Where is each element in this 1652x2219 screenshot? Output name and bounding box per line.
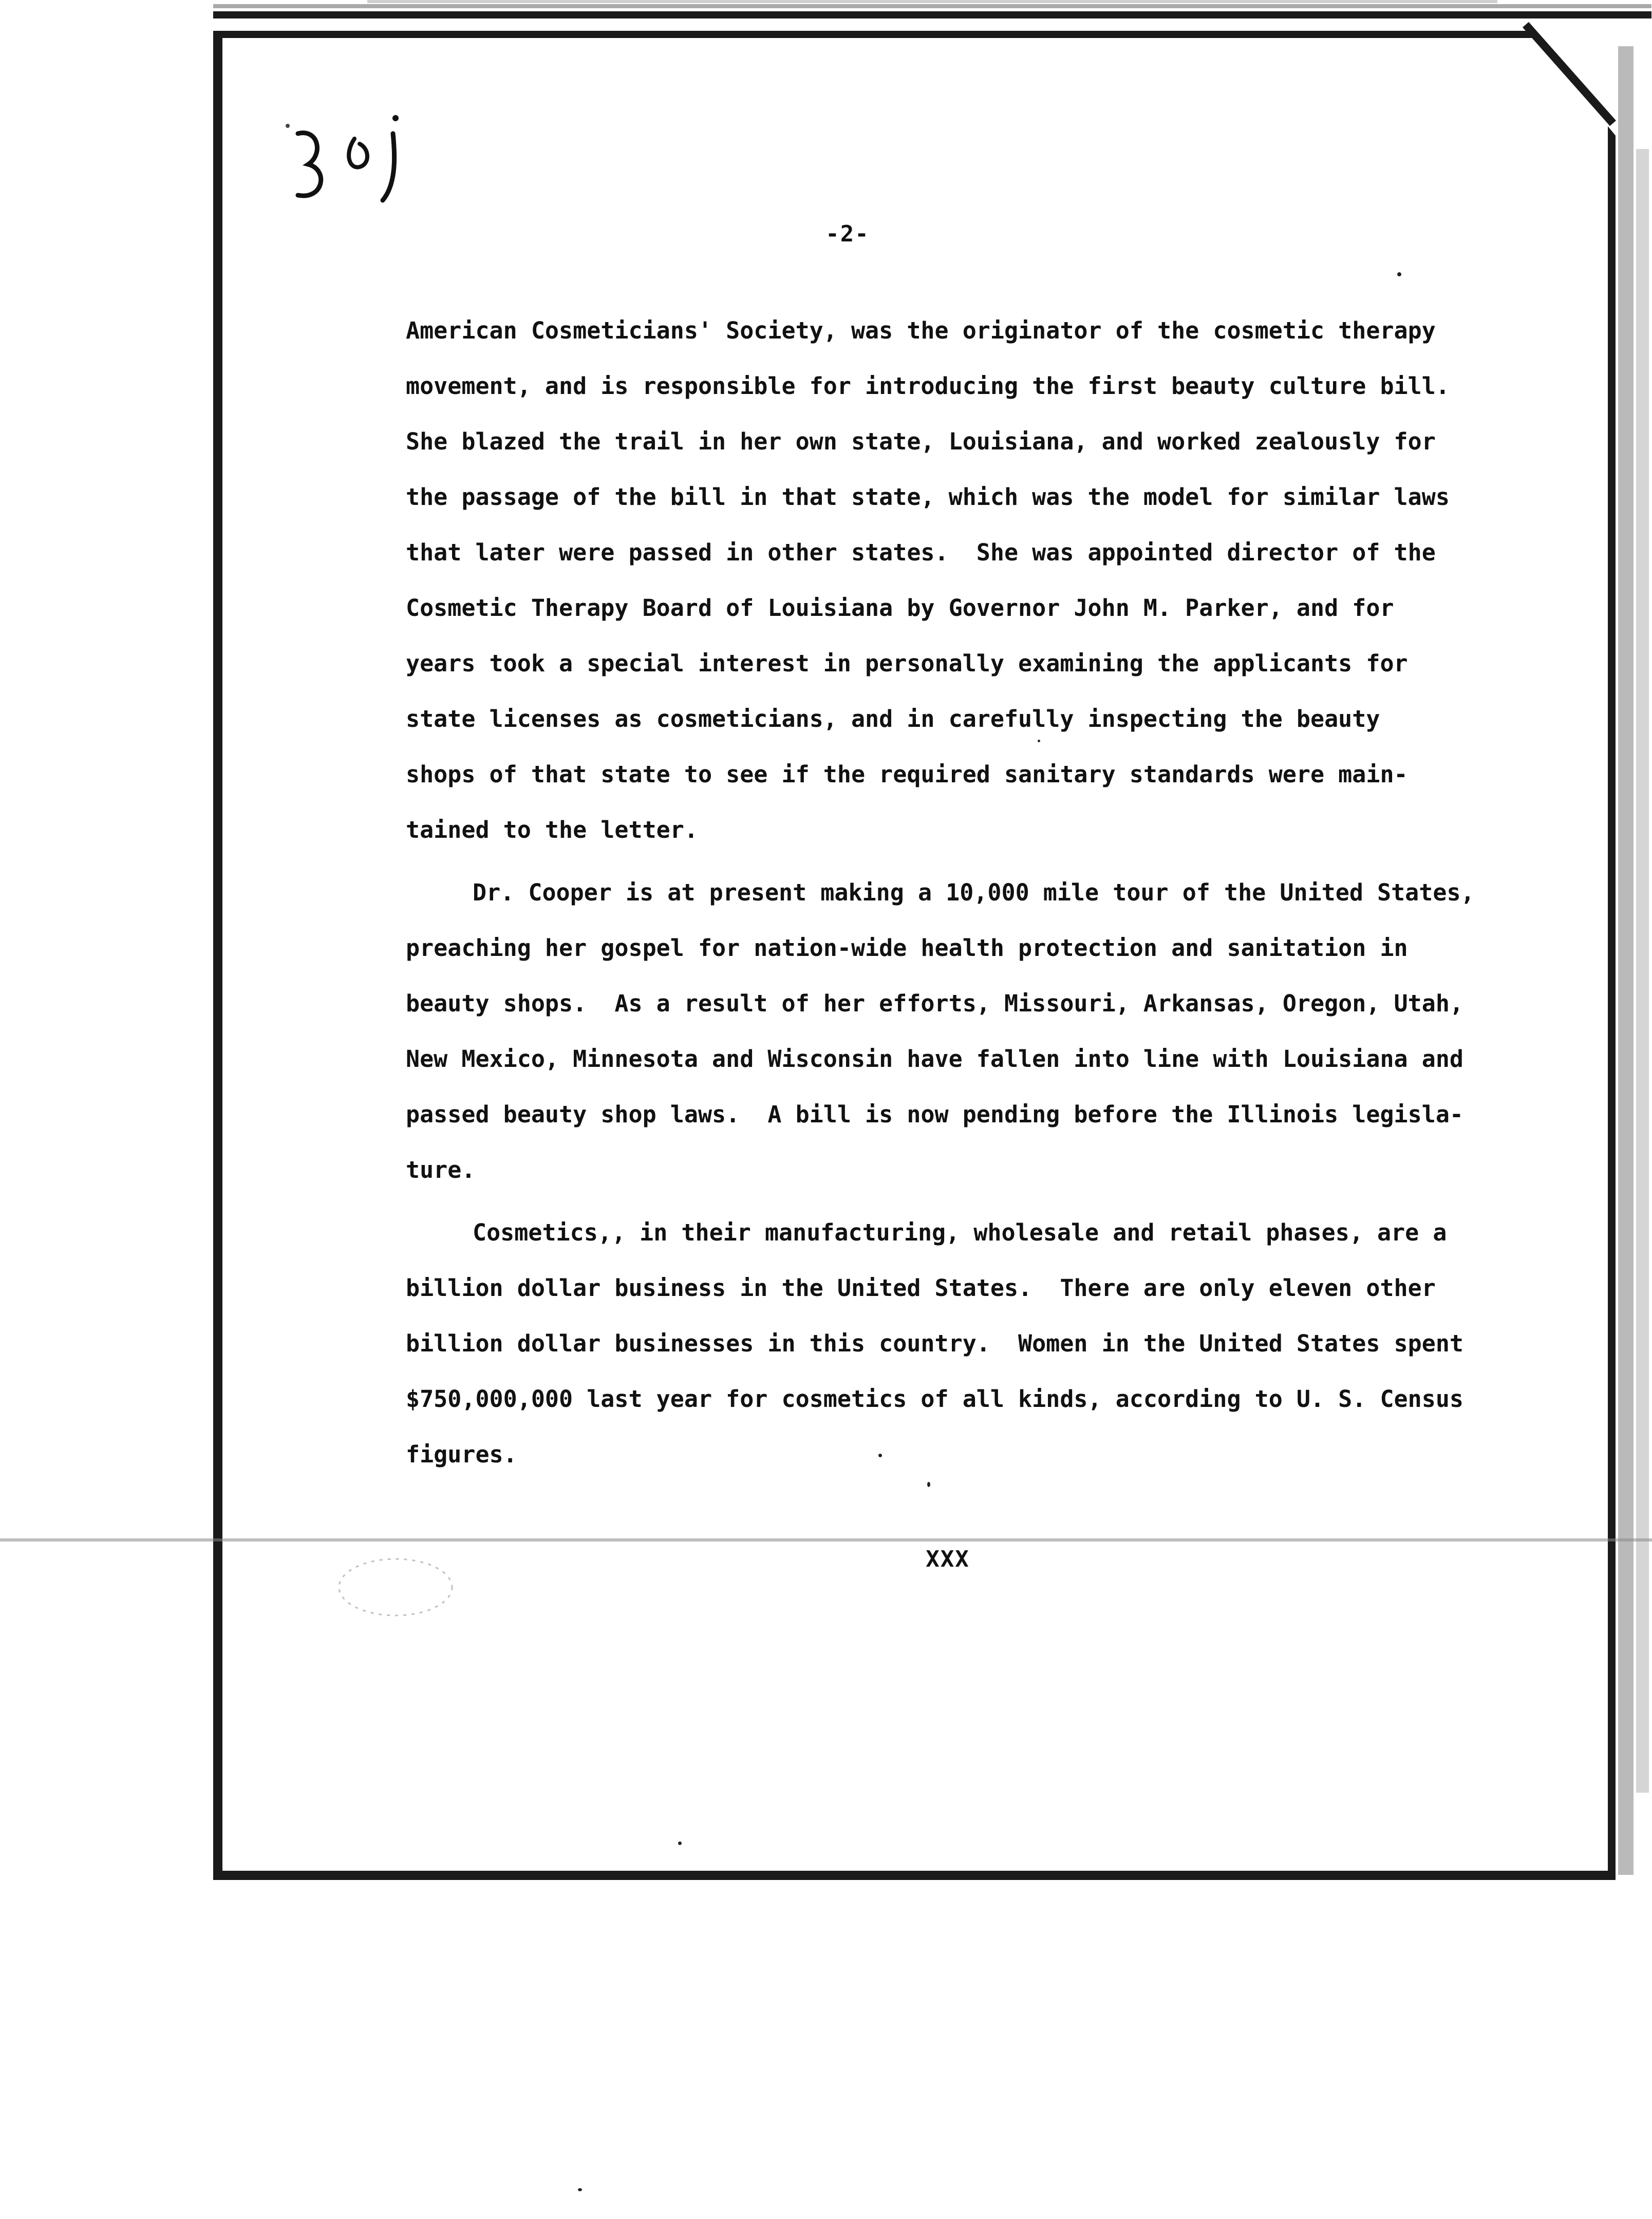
faint-stamp-ghost: [329, 1549, 462, 1626]
scan-speck: [878, 1454, 882, 1457]
scan-speck: [1038, 740, 1040, 742]
handwritten-number-mark: [267, 98, 431, 216]
text-line: tained to the letter.: [406, 816, 698, 843]
scan-speck: [578, 2188, 582, 2191]
scan-speck: [678, 1841, 682, 1845]
text-line: Cosmetic Therapy Board of Louisiana by Governor John M. Parker, and for: [406, 594, 1394, 622]
fold-crease: [0, 1538, 1652, 1541]
text-line: state licenses as cosmeticians, and in carefully inspecting the beauty: [406, 705, 1380, 732]
paragraph-1: [406, 303, 1450, 858]
page-number: -2-: [825, 221, 870, 247]
scan-right-edge-noise: [1608, 46, 1652, 1875]
text-line: ture.: [406, 1156, 476, 1183]
text-line: $750,000,000 last year for cosmetics of all kinds, according to U. S. Census: [406, 1385, 1464, 1413]
text-line: shops of that state to see if the required sanitary standards were main-: [406, 761, 1408, 788]
text-line: that later were passed in other states. She was appointed director of the: [406, 539, 1436, 566]
paragraph-3: [406, 1205, 1464, 1482]
text-line: years took a special interest in personally examining the applicants for: [406, 650, 1408, 677]
scan-speck: [1397, 272, 1401, 276]
paragraph-2: [406, 865, 1475, 1198]
text-line: passed beauty shop laws. A bill is now pending before the Illinois legisla-: [406, 1101, 1464, 1128]
text-line: figures.: [406, 1441, 517, 1468]
text-line: movement, and is responsible for introducing the first beauty culture bill.: [406, 372, 1450, 400]
text-line: billion dollar businesses in this country. Women in the United States spent: [406, 1330, 1464, 1357]
text-line: Dr. Cooper is at present making a 10,000 mile tour of the United States,: [473, 879, 1475, 906]
text-line: billion dollar business in the United States. There are only eleven other: [406, 1274, 1436, 1302]
folded-corner: [1520, 21, 1618, 139]
text-line: preaching her gospel for nation-wide health protection and sanitation in: [406, 934, 1408, 962]
text-line: American Cosmeticians' Society, was the originator of the cosmetic therapy: [406, 317, 1436, 344]
scan-speck: [927, 1482, 930, 1487]
end-mark: XXX: [926, 1546, 970, 1572]
text-line: Cosmetics,, in their manufacturing, wholesale and retail phases, are a: [473, 1219, 1447, 1246]
text-line: beauty shops. As a result of her efforts, Missouri, Arkansas, Oregon, Utah,: [406, 990, 1464, 1017]
text-line: the passage of the bill in that state, which was the model for similar laws: [406, 483, 1450, 511]
text-line: New Mexico, Minnesota and Wisconsin have fallen into line with Louisiana and: [406, 1045, 1464, 1073]
scan-top-edge-noise: [213, 0, 1651, 31]
text-line: She blazed the trail in her own state, Louisiana, and worked zealously for: [406, 428, 1436, 455]
letter-body: [406, 303, 1475, 1482]
